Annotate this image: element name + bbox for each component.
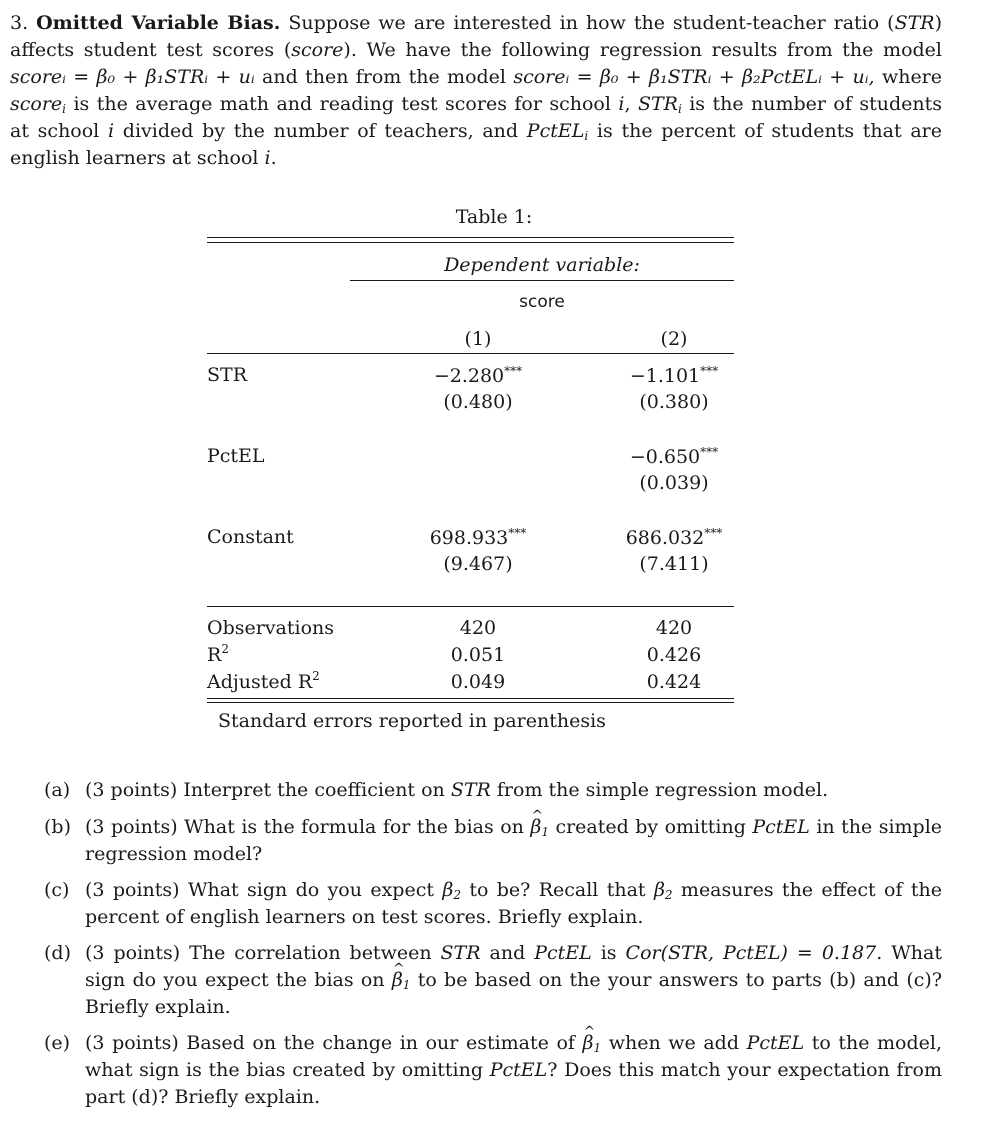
question-c: (c) (3 points) What sign do you expect $\beta_2$ to be? Recall that $\beta_2$ measures the effect of the percent of english learners on test scores. Briefly explain. — [44, 879, 942, 928]
table-bottom-rule-1 — [207, 698, 734, 699]
se-pctel-2: (0.039) — [639, 472, 709, 494]
coef-pctel-2: −0.650*** — [629, 445, 719, 468]
r2-1: 0.051 — [450, 644, 506, 666]
se-const-1: (9.467) — [443, 553, 513, 575]
coef-str-2: −1.101*** — [629, 364, 719, 387]
obs-1: 420 — [459, 617, 497, 639]
dependent-variable-header: Dependent variable: — [444, 254, 640, 276]
table-bottom-rule-2 — [207, 702, 734, 703]
dep-rule — [350, 280, 734, 281]
row-label-constant: Constant — [207, 526, 294, 548]
column-header-2: (2) — [660, 328, 688, 350]
se-str-1: (0.480) — [443, 391, 513, 413]
model-2: scoreᵢ = β₀ + β₁STRᵢ + β₂PctELᵢ + uᵢ, — [513, 66, 875, 88]
problem-number: 3. — [10, 12, 29, 34]
dependent-variable-name: score — [519, 292, 565, 312]
stat-label-adj-r2: Adjusted $R^2$ — [207, 669, 320, 693]
se-str-2: (0.380) — [639, 391, 709, 413]
r2-2: 0.426 — [646, 644, 702, 666]
model-1: scoreᵢ = β₀ + β₁STRᵢ + uᵢ — [10, 66, 255, 88]
header-rule — [207, 353, 734, 354]
obs-2: 420 — [655, 617, 693, 639]
row-label-pctel: PctEL — [207, 445, 265, 467]
question-d: (d) (3 points) The correlation between STR and PctEL is Cor(STR, PctEL) = 0.187. What sign do you expect the bias on ^ $\beta_1$ to be based on the your answers to parts (b) and (c)? Briefly explain. — [44, 940, 942, 1021]
adj-r2-1: 0.049 — [450, 671, 506, 693]
stats-rule — [207, 606, 734, 607]
column-header-1: (1) — [464, 328, 492, 350]
table-caption: Table 1: — [455, 206, 533, 228]
row-label-str: STR — [207, 364, 247, 386]
question-b: (b) (3 points) What is the formula for the bias on ^ $\beta_1$ created by omitting PctEL in the simple regression model? — [44, 814, 942, 868]
question-a: (a) (3 points) Interpret the coefficient on STR from the simple regression model. — [44, 779, 829, 801]
problem-title: Omitted Variable Bias. — [36, 12, 281, 34]
problem-statement: 3. Omitted Variable Bias. Suppose we are interested in how the student-teacher ratio (STR) affects student test scores (score). We have the following regression results from the model scoreᵢ = β₀ + β₁STRᵢ + uᵢ and then from the model scoreᵢ = β₀ + β₁STRᵢ + β₂PctELᵢ + uᵢ, where score$_i$ is the average math and reading test scores for school i, $STR_i$ is the number of students at school i divided by the number of teachers, and PctEL$_i$ is the percent of students that are english learners at school i. — [10, 12, 943, 169]
stat-label-observations: Observations — [207, 617, 335, 639]
stat-label-r2: $R^2$ — [207, 642, 229, 666]
coef-const-1: 698.933*** — [429, 526, 527, 549]
table-note: Standard errors reported in parenthesis — [218, 710, 606, 732]
coef-const-2: 686.032*** — [625, 526, 723, 549]
table-top-rule-1 — [207, 237, 734, 238]
table-top-rule-2 — [207, 242, 734, 243]
adj-r2-2: 0.424 — [646, 671, 702, 693]
se-const-2: (7.411) — [639, 553, 709, 575]
coef-str-1: −2.280*** — [433, 364, 523, 387]
question-e: (e) (3 points) Based on the change in our estimate of ^ $\beta_1$ when we add PctEL to the model, what sign is the bias created by omitting PctEL? Does this match your expectation from part (d)? Briefly explain. — [44, 1030, 942, 1111]
